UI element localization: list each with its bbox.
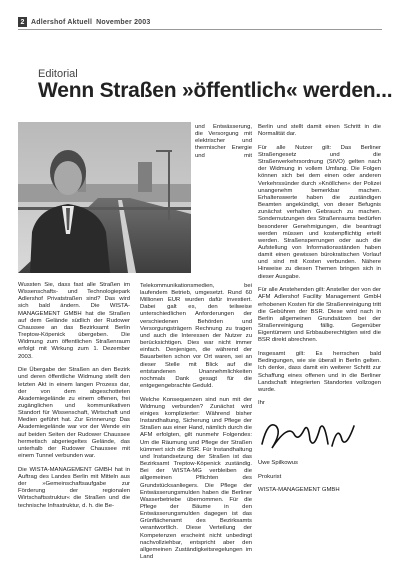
text-column-3 bbox=[258, 124, 381, 501]
paragraph: Berlin und stellt damit einen Schritt in die Normalität dar. bbox=[258, 124, 381, 138]
issue-date: November 2003 bbox=[96, 18, 151, 26]
article-title: Wenn Straßen »öffentlich« werden... bbox=[38, 79, 393, 102]
text-column-1 bbox=[18, 282, 130, 516]
text-column-2 bbox=[140, 124, 252, 568]
page-header bbox=[18, 16, 150, 28]
paragraph: Die Übergabe der Straßen an den Bezirk und deren öffentliche Widmung stellt den letzten Akt in einem langen Prozess dar, der von dem abgeschotteten Akademiegelände zu einem offenen, frei zugänglichen und kommunikativen Standort für Wissenschaft, Wirtschaft und Medien geführt hat. Zur Erinnerung: Das Akademiegelände war vor der Wende ein auf beiden Seiten der Rudower Chaussee hermetisch abgeriegeltes Gelände, das unterhalb der Rudower Chaussee mit einem Tunnel verbunden war. bbox=[18, 367, 130, 460]
signatory-name: Uwe Spilkowus bbox=[258, 460, 298, 467]
paragraph: Welche Konsequenzen sind nun mit der Widmung verbunden? Zunächst wird einiges komplizierter: Während bisher Instandhaltung, Sicherung und Pflege der Straßen aus einer Hand, nämlich durch die AFM erfolgten, gilt nunmehr Folgendes: Um die Räumung und Pflege der Straßen kümmert sich die BSR. Für Instandhaltung und Instandsetzung der Straßen ist das Bezirksamt Treptow-Köpenick zuständig. Bei der WISTA-MG verbleiben die allgemeinen Pflichten des Grundstücksanliegers. Die Pflege der Entwässerungsmulden haben die Berliner Wasserbetriebe übernommen. Für die Pflege der Bäume in den Entwässerungsmulden dagegen ist das Grünflächenamt des Bezirksamts verantwortlich. Diese Verteilung der Kompetenzen erscheint nicht unbedingt nachvollziehbar, entspricht aber den allgemeinen Zuständigkeitsregelungen im Land bbox=[140, 396, 252, 561]
paragraph: Insgesamt gilt: Es herrschen bald Bedingungen, wie sie überall in Berlin gelten. Ich denke, dass damit ein weiterer Schritt zur Schaffung eines offenen und in die Berliner Landschaft integrierten Standortes vollzogen wurde. bbox=[258, 351, 381, 393]
paragraph: Für alle Anstehenden gilt: Ansteller der von der AFM Adlershof Facility Management GmbH erhobenen Kosten für die Straßenreinigung tritt die Gebühren der BSR. Diese wird nach in Berlin allgemeinen Grundsätzen bei der Straßenreinigung fällig. Gegenüber Eigentümern und Erbbauberechtigten wird die BSR direkt abrechnen. bbox=[258, 287, 381, 344]
header-divider bbox=[18, 29, 382, 30]
magazine-name: Adlershof Aktuell bbox=[31, 18, 93, 26]
signatory-company: WISTA-MANAGEMENT GMBH bbox=[258, 487, 340, 494]
paragraph: und Entwässerung, die Versorgung mit elektrischer und thermischer Energie und mit Telekommunikationsmedien, bei laufendem Betrieb, umgesetzt. Rund 60 Millionen EUR wurden dafür investiert. Dabei galt es, den teilweise unterschiedlichen Anforderungen der verschiedenen Behörden und Versorgungsträgern Rechnung zu tragen und auch die Interessen der Nutzer zu berücksichtigen. Dies war nicht immer einfach. Denjenigen, die während der Bauarbeiten schon vor Ort waren, sei an dieser Stelle mit Blick auf die entstandenen Unannehmlichkeiten nochmals Dank gesagt für die entgegengebrachte Geduld. bbox=[140, 124, 252, 389]
paragraph: Für alle Nutzer gilt: Das Berliner Straßengesetz und die Straßenverkehrsordnung (StVO) gelten nach der Widmung in vollem Umfang. Die Folgen können sich bei dem einen oder anderen Verkehrssünder durch »Knöllchen« der Polizei unangenehm bemerkbar machen. Erhaltenswerte haben die zuständigen Beamten angekündigt, von dieser Befugnis zunächst verhalten Gebrauch zu machen. Sondernutzungen des Straßenraums bedürfen besonderer Genehmigungen, die beantragt werden müssen und kostenpflichtig erteilt werden. Straßensperrungen oder auch die Aufstellung von Informationsständen haben damit einen gewissen bürokratischen Vorlauf und sind mit Kosten verbunden. Nähere Hinweise zu diesen Themen bringen sich in dieser Ausgabe. bbox=[258, 144, 381, 280]
section-kicker: Editorial bbox=[38, 68, 78, 80]
paragraph: Die WISTA-MANAGEMENT GMBH hat in Auftrag des Landes Berlin mit Mitteln aus der »Gemeinschaftsaufgabe zur Förderung der regionalen Wirtschaftsstruktur« die Straßen und die technische Infrastruktur, d. h. die Be- bbox=[18, 466, 130, 509]
photo-wrap-spacer bbox=[140, 124, 195, 282]
paragraph: Wussten Sie, dass fast alle Straßen im Wissenschafts- und Technologiepark Adlershof Privatstraßen sind? Das wird sich bald ändern. Die WISTA-MANAGEMENT GMBH hat die Straßen auf dem Gelände südlich der Rudower Chaussee an das Bezirksamt Berlin Treptow-Köpenick übergeben. Die Widmung zum öffentlichen Straßenraum erfolgt mit Wirkung zum 1. Dezember 2003. bbox=[18, 282, 130, 360]
handwritten-signature bbox=[258, 414, 381, 456]
page-number: 2 bbox=[18, 17, 27, 27]
signatory-role: Prokurist bbox=[258, 473, 282, 480]
closing-salutation: Ihr bbox=[258, 400, 265, 407]
